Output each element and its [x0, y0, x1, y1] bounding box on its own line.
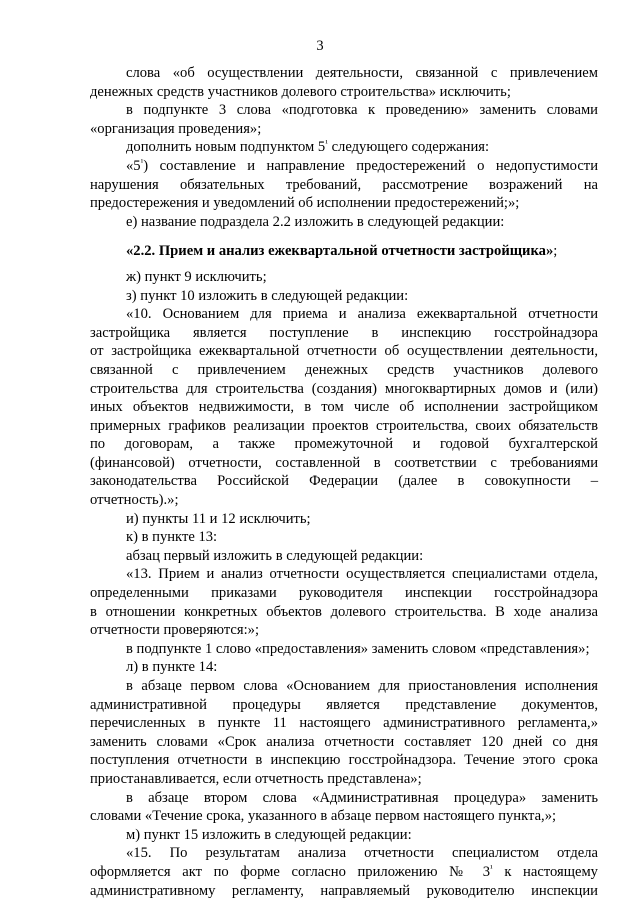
text-line: и) пункты 11 и 12 исключить;	[126, 510, 311, 527]
superscript: ¹	[325, 138, 328, 149]
text-line	[90, 863, 598, 882]
text-line: в отношении конкретных объектов долевого строительства. В ходе анализа	[90, 603, 598, 620]
text-line: денежных средств участников долевого строительства» исключить;	[90, 83, 511, 100]
paragraph	[90, 547, 598, 566]
text-line: ж) пункт 9 исключить;	[126, 268, 267, 285]
text-line: словами «Течение срока, указанного в абзаце первом настоящего пункта,»;	[90, 808, 557, 825]
paragraph	[90, 658, 598, 677]
paragraph	[90, 287, 598, 306]
text-line: слова «об осуществлении деятельности, связанной с привлечением	[126, 65, 598, 81]
text-line: определенными приказами руководителя инспекции госстройнадзора	[90, 585, 598, 602]
text-line: застройщика является поступление в инспекцию госстройнадзора	[90, 324, 598, 341]
paragraph	[90, 826, 598, 845]
text-line: е) название подраздела 2.2 изложить в следующей редакции:	[126, 213, 505, 230]
text-line: строительства для строительства (создания) многоквартирных домов и (или)	[90, 380, 598, 397]
text-line: от застройщика ежеквартальной отчетности об осуществлении деятельности,	[90, 343, 598, 360]
paragraph	[90, 510, 598, 529]
paragraph	[90, 213, 598, 232]
text-line: перечисленных в пункте 11 настоящего административного регламента,»	[90, 715, 598, 732]
text-run: дополнить новым подпунктом 5	[126, 139, 326, 156]
text-line: предостережения и уведомлений об исполнении предостережений;»;	[90, 195, 520, 212]
text-run: ) составление и направление предостережений о недопустимости	[143, 157, 598, 174]
text-line	[90, 157, 598, 176]
superscript: ¹	[490, 862, 493, 873]
text-line: «организация проведения»;	[90, 120, 262, 137]
paragraph	[90, 305, 598, 510]
text-line: к) в пункте 13:	[126, 529, 218, 546]
text-line: нарушения обязательных требований, рассмотрение возражений на	[90, 176, 598, 193]
text-run: следующего содержания:	[327, 139, 490, 156]
text-line: по договорам, а также промежуточной и годовой бухгалтерской	[90, 436, 598, 453]
text-run: оформляется акт по форме согласно приложению № 3	[90, 863, 490, 880]
text-line	[90, 242, 598, 261]
text-line: примерных графиков реализации проектов строительства, своих обязательств	[90, 417, 598, 434]
paragraph	[90, 138, 598, 157]
text-line: «13. Прием и анализ отчетности осуществляется специалистами отдела,	[126, 566, 598, 583]
text-line: заменить словами «Срок анализа отчетности составляет 120 дней со дня	[90, 733, 598, 750]
text-line: «15. По результатам анализа отчетности специалистом отдела	[126, 845, 598, 862]
text-line: поступления отчетности в инспекцию госстройнадзора. Течение этого срока	[90, 752, 598, 769]
paragraph	[90, 528, 598, 547]
text-line: з) пункт 10 изложить в следующей редакции:	[126, 287, 409, 304]
text-line	[90, 138, 598, 157]
text-line: административному регламенту, направляемый руководителю инспекции	[90, 882, 598, 899]
text-line: иных объектов недвижимости, в том числе об исполнении застройщиком	[90, 399, 598, 416]
text-run: «5	[126, 157, 141, 174]
text-line: связанной с привлечением денежных средств участников долевого	[90, 361, 598, 378]
paragraph	[90, 64, 598, 101]
text-line: отчетности проверяются:»;	[90, 622, 260, 639]
paragraph	[90, 268, 598, 287]
document-body	[90, 64, 598, 900]
text-line: административной процедуры является представление документов,	[90, 696, 598, 713]
text-line: л) в пункте 14:	[126, 659, 218, 676]
paragraph	[90, 101, 598, 138]
paragraph	[90, 157, 598, 213]
text-line: «10. Основанием для приема и анализа ежеквартальной отчетности	[126, 306, 598, 323]
text-line: в подпункте 1 слово «предоставления» заменить словом «представления»;	[126, 640, 590, 657]
paragraph	[90, 677, 598, 789]
superscript: ¹	[140, 156, 144, 167]
text-line: приостанавливается, если отчетность представлена»;	[90, 770, 422, 787]
text-line: в абзаце первом слова «Основанием для приостановления исполнения	[126, 678, 598, 694]
text-line: (финансовой) отчетности, составленной в соответствии с требованиями	[90, 454, 598, 471]
paragraph	[90, 844, 598, 900]
text-line: абзац первый изложить в следующей редакции:	[126, 547, 424, 564]
paragraph	[90, 640, 598, 659]
paragraph	[90, 789, 598, 826]
subsection-heading: «2.2. Прием и анализ ежеквартальной отчетности застройщика»	[126, 243, 554, 260]
text-line: в абзаце втором слова «Административная процедура» заменить	[126, 789, 598, 806]
text-line: законодательства Российской Федерации (далее в совокупности –	[90, 473, 598, 490]
page-number: 3	[316, 38, 324, 54]
text-run: ;	[553, 243, 558, 260]
subsection-heading-paragraph	[90, 242, 598, 261]
text-line: в подпункте 3 слова «подготовка к проведению» заменить словами	[126, 102, 598, 119]
text-line: м) пункт 15 изложить в следующей редакции:	[126, 826, 412, 843]
text-run: к настоящему	[492, 863, 598, 880]
text-line: отчетность).»;	[90, 492, 179, 509]
paragraph	[90, 565, 598, 639]
